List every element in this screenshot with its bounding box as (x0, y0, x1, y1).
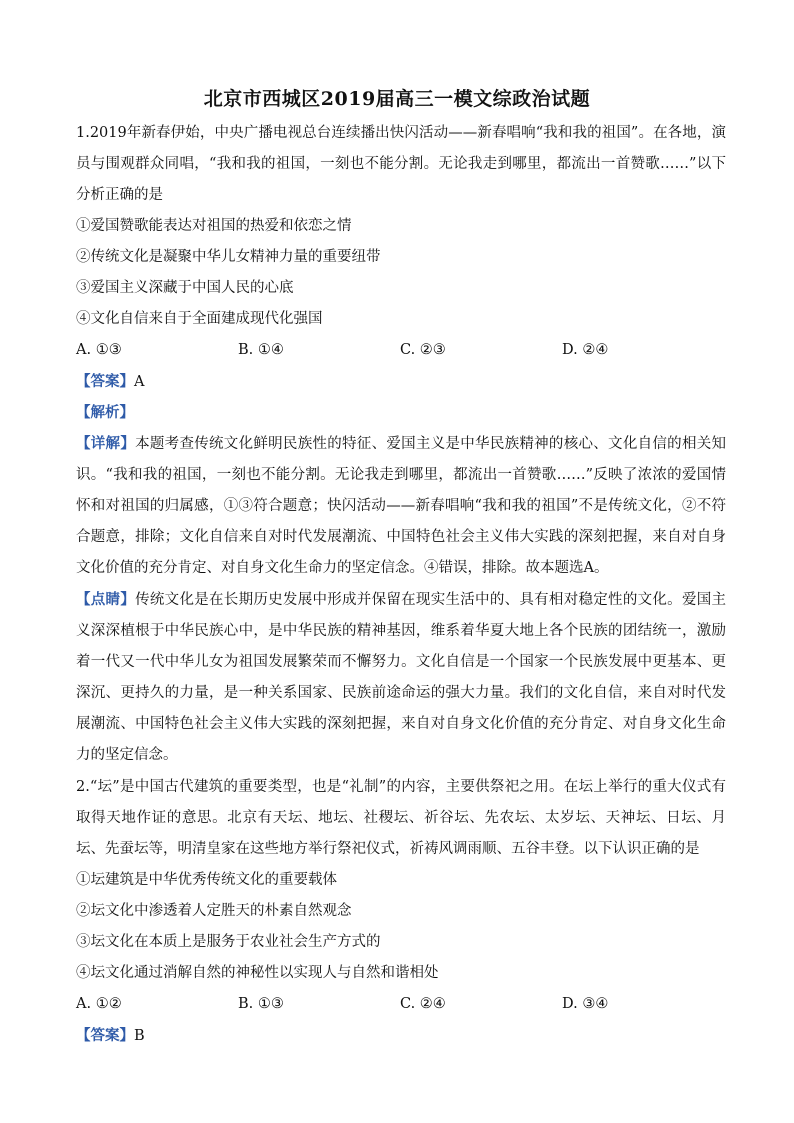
question-1-analysis-heading (76, 397, 726, 428)
question-2-option-c: C. ②④ (400, 996, 446, 1012)
question-2 (76, 772, 726, 1051)
question-2-option-a: A. ①② (76, 996, 122, 1012)
question-1-option-c: C. ②③ (400, 342, 446, 358)
note-text: 传统文化是在长期历史发展中形成并保留在现实生活中的、具有相对稳定性的文化。爱国主义深深植根于中华民族心中，是中华民族的精神基因，维系着华夏大地上各个民族的团结统一，激励着一代又一代中华儿女为祖国发展繁荣而不懈努力。文化自信是一个国家一个民族发展中更基本、更深沉、更持久的力量，是一种关系国家、民族前途命运的强大力量。我们的文化自信，来自对时代发展潮流、中国特色社会主义伟大实践的深刻把握，来自对自身文化价值的充分肯定、对自身文化生命力的坚定信念。 (76, 592, 727, 763)
question-1-statement-3: ③爱国主义深藏于中国人民的心底 (76, 280, 294, 296)
question-2-options (76, 989, 726, 1020)
question-1-options (76, 335, 726, 366)
question-1-answer (76, 366, 726, 397)
question-2-answer (76, 1020, 726, 1051)
answer-tag: 【答案】 (76, 373, 134, 390)
answer-value: B (134, 1028, 145, 1044)
question-1-statement-1: ①爱国赞歌能表达对祖国的热爱和依恋之情 (76, 218, 352, 234)
question-2-stem: 2.“坛”是中国古代建筑的重要类型，也是“礼制”的内容，主要供祭祀之用。在坛上举行的重大仪式有取得天地作证的意思。北京有天坛、地坛、社稷坛、祈谷坛、先农坛、太岁坛、天神坛、日坛、月坛、先蚕坛等，明清皇家在这些地方举行祭祀仪式，祈祷风调雨顺、五谷丰登。以下认识正确的是 (76, 779, 726, 857)
question-1-option-a: A. ①③ (76, 342, 122, 358)
question-2-statement-4: ④坛文化通过消解自然的神秘性以实现人与自然和谐相处 (76, 965, 439, 981)
analysis-tag: 【解析】 (76, 404, 134, 421)
question-1-stem: 1.2019年新春伊始，中央广播电视总台连续播出快闪活动——新春唱响“我和我的祖国”。在各地，演员与围观群众同唱，“我和我的祖国，一刻也不能分割。无论我走到哪里，都流出一首赞歌……”以下分析正确的是 (76, 125, 726, 203)
answer-tag: 【答案】 (76, 1027, 134, 1044)
question-2-statement-1: ①坛建筑是中华优秀传统文化的重要载体 (76, 872, 337, 888)
note-tag: 【点睛】 (76, 591, 136, 608)
detail-text: 本题考查传统文化鲜明民族性的特征、爱国主义是中华民族精神的核心、文化自信的相关知识。“我和我的祖国，一刻也不能分割。无论我走到哪里，都流出一首赞歌……”反映了浓浓的爱国情怀和对祖国的归属感，①③符合题意；快闪活动——新春唱响“我和我的祖国”不是传统文化，②不符合题意，排除；文化自信来自对时代发展潮流、中国特色社会主义伟大实践的深刻把握，来自对自身文化价值的充分肯定、对自身文化生命力的坚定信念。④错误，排除。故本题选A。 (76, 436, 727, 576)
question-1-detail (76, 428, 726, 584)
question-1-option-d: D. ②④ (562, 342, 609, 358)
question-1-statement-2: ②传统文化是凝聚中华儿女精神力量的重要纽带 (76, 249, 381, 265)
question-1 (76, 118, 726, 771)
question-2-option-b: B. ①③ (238, 996, 284, 1012)
question-1-option-b: B. ①④ (238, 342, 284, 358)
answer-value: A (134, 374, 145, 390)
detail-tag: 【详解】 (76, 435, 136, 452)
page-title: 北京市西城区2019届高三一模文综政治试题 (203, 88, 591, 110)
question-1-statement-4: ④文化自信来自于全面建成现代化强国 (76, 311, 323, 327)
question-2-statement-3: ③坛文化在本质上是服务于农业社会生产方式的 (76, 934, 381, 950)
question-1-note (76, 584, 726, 771)
question-2-statement-2: ②坛文化中渗透着人定胜天的朴素自然观念 (76, 903, 352, 919)
question-2-option-d: D. ③④ (562, 996, 609, 1012)
